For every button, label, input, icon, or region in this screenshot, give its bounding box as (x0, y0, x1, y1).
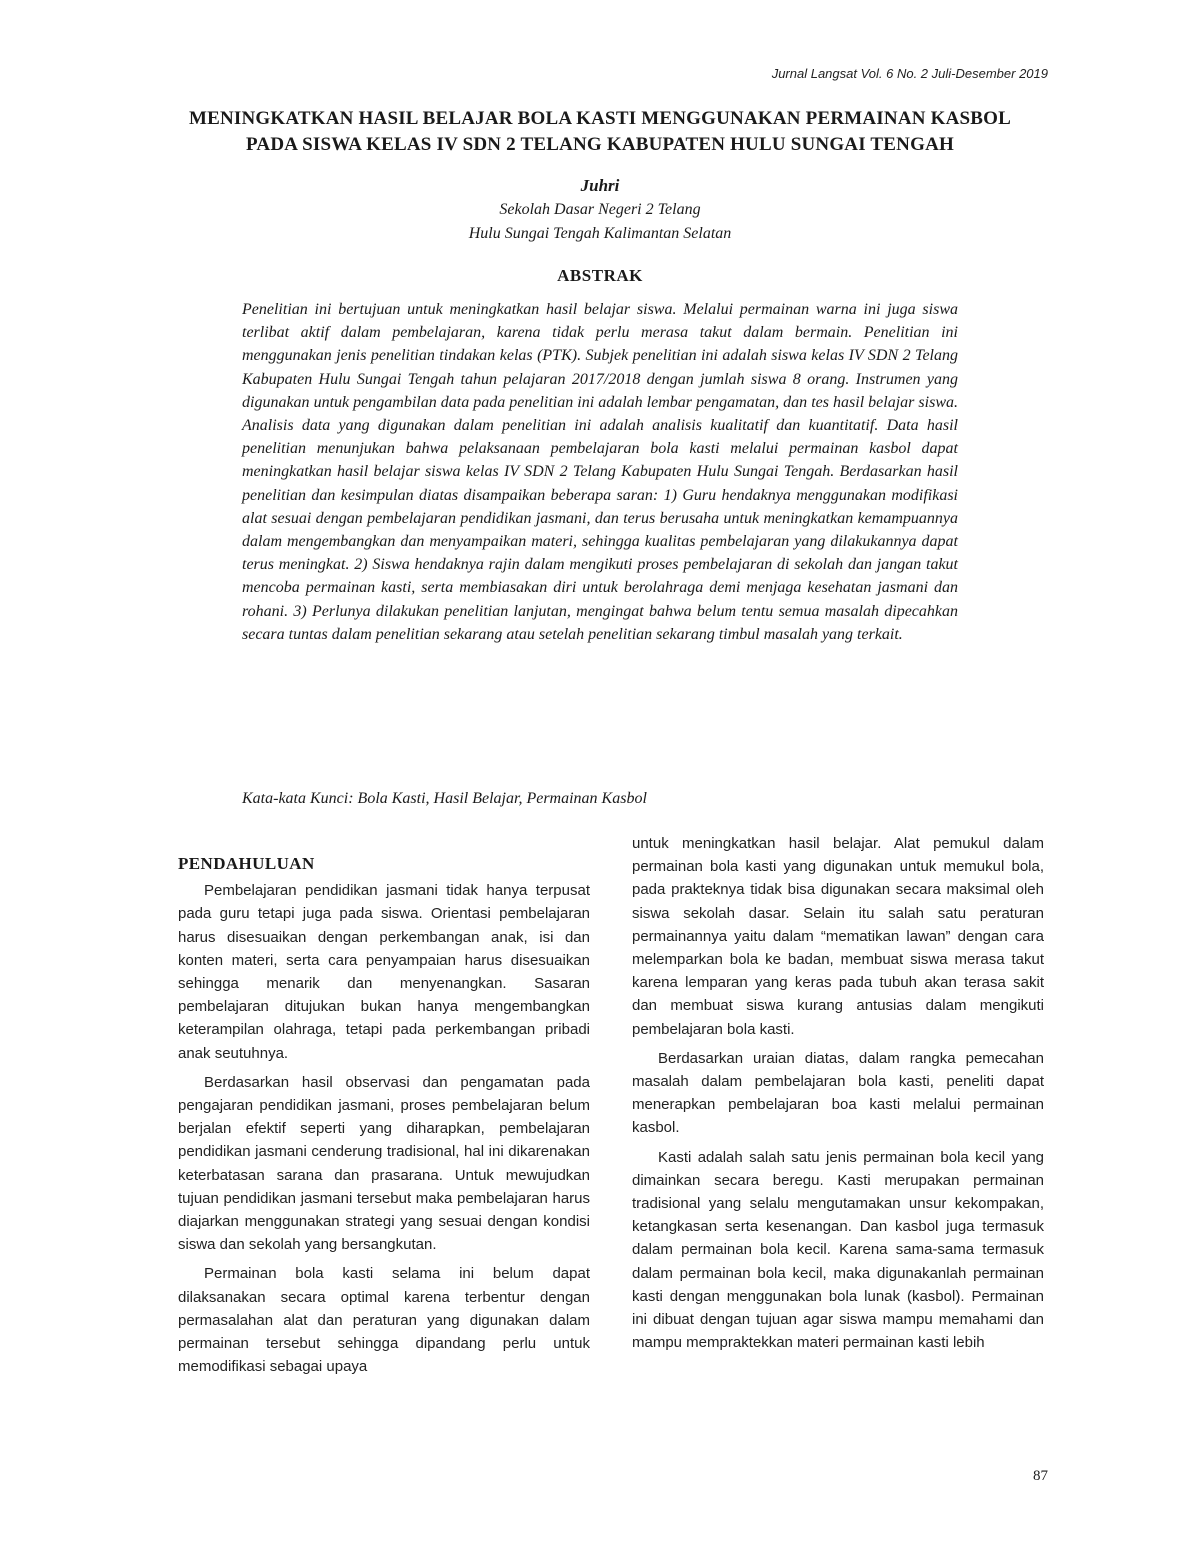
keywords: Kata-kata Kunci: Bola Kasti, Hasil Belajar, Permainan Kasbol (242, 790, 647, 807)
abstract-text: Penelitian ini bertujuan untuk meningkatkan hasil belajar siswa. Melalui permainan warna ini juga siswa terlibat aktif dalam pembelajaran, karena tidak perlu merasa takut dalam bermain. Penelitian ini menggunakan jenis penelitian tindakan kelas (PTK). Subjek penelitian ini adalah siswa kelas IV SDN 2 Telang Kabupaten Hulu Sungai Tengah tahun pelajaran 2017/2018 dengan jumlah siswa 8 orang. Instrumen yang digunakan untuk pengambilan data pada penelitian ini adalah lembar pengamatan, dan tes hasil belajar siswa. Analisis data yang digunakan dalam penelitian ini adalah analisis kualitatif dan kuantitatif. Data hasil penelitian menunjukan bahwa pelaksanaan pembelajaran bola kasti melalui permainan kasbol dapat meningkatkan hasil belajar siswa kelas IV SDN 2 Telang Kabupaten Hulu Sungai Tengah. Berdasarkan hasil penelitian dan kesimpulan diatas disampaikan beberapa saran: 1) Guru hendaknya menggunakan modifikasi alat sesuai dengan pembelajaran pendidikan jasmani, dan terus berusaha untuk meningkatkan kemampuannya dalam mengembangkan dan menyampaikan materi, sehingga kualitas pembelajaran yang dilakukannya dapat terus meningkat. 2) Siswa hendaknya rajin dalam mengikuti proses pembelajaran di sekolah dan jangan takut mencoba permainan kasti, serta membiasakan diri untuk berolahraga demi menjaga kesehatan jasmani dan rohani. 3) Perlunya dilakukan penelitian lanjutan, mengingat bahwa belum tentu semua masalah dipecahkan secara tuntas dalam penelitian sekarang atau setelah penelitian sekarang timbul masalah yang terkait. (242, 301, 958, 643)
section-heading-pendahuluan: PENDAHULUAN (178, 854, 315, 873)
paragraph: Kasti adalah salah satu jenis permainan bola kecil yang dimainkan secara beregu. Kasti merupakan permainan tradisional yang selalu mengutamakan unsur kekompakan, ketangkasan serta kesenangan. Dan kasbol juga termasuk dalam permainan bola kecil. Karena sama-sama termasuk dalam permainan bola kecil, maka digunakanlah permainan kasti dengan menggunakan bola lunak (kasbol). Permainan ini dibuat dengan tujuan agar siswa mampu memahami dan mampu mempraktekkan materi permainan kasti lebih (632, 1148, 1044, 1352)
page-number: 87 (1033, 1468, 1048, 1484)
right-column (632, 832, 1044, 1360)
author-name: Juhri (580, 176, 620, 195)
paragraph: Berdasarkan hasil observasi dan pengamatan pada pengajaran pendidikan jasmani, proses pembelajaran belum berjalan efektif seperti yang diharapkan, pembelajaran pendidikan jasmani cenderung tradisional, hal ini dikarenakan keterbatasan sarana dan prasarana. Untuk mewujudkan tujuan pendidikan jasmani tersebut maka pembelajaran harus diajarkan menggunakan strategi yang sesuai dengan kondisi siswa dan sekolah yang bersangkutan. (178, 1073, 590, 1254)
paragraph: Berdasarkan uraian diatas, dalam rangka pemecahan masalah dalam pembelajaran bola kasti, peneliti dapat menerapkan pembelajaran boa kasti melalui permainan kasbol. (632, 1049, 1044, 1137)
title-line-2: PADA SISWA KELAS IV SDN 2 TELANG KABUPATEN HULU SUNGAI TENGAH (246, 134, 954, 155)
paragraph: Pembelajaran pendidikan jasmani tidak hanya terpusat pada guru tetapi juga pada siswa. Orientasi pembelajaran harus disesuaikan dengan perkembangan anak, isi dan konten materi, serta cara penyampaian harus disesuaikan sehingga menarik dan menyenangkan. Sasaran pembelajaran ditujukan bukan hanya mengembangkan keterampilan olahraga, tetapi pada perkembangan pribadi anak seutuhnya. (178, 882, 590, 1062)
left-column (178, 852, 590, 1384)
title-line-1: MENINGKATKAN HASIL BELAJAR BOLA KASTI MENGGUNAKAN PERMAINAN KASBOL (188, 108, 1012, 129)
journal-header: Jurnal Langsat Vol. 6 No. 2 Juli-Desember 2019 (771, 66, 1048, 81)
abstract-heading: ABSTRAK (557, 266, 643, 285)
affiliation-line-2: Hulu Sungai Tengah Kalimantan Selatan (468, 225, 732, 242)
author-affiliation (150, 198, 1050, 246)
article-title (150, 106, 1050, 158)
affiliation-line-1: Sekolah Dasar Negeri 2 Telang (499, 201, 701, 218)
paragraph: Permainan bola kasti selama ini belum dapat dilaksanakan secara optimal karena terbentur dengan permasalahan alat dan peraturan yang digunakan dalam permainan tersebut sehingga dipandang perlu untuk memodifikasi sebagai upaya (178, 1265, 590, 1376)
paragraph: untuk meningkatkan hasil belajar. Alat pemukul dalam permainan bola kasti yang digunakan untuk memukul bola, pada prakteknya tidak bisa digunakan secara maksimal oleh siswa sekolah dasar. Selain itu salah satu peraturan permainannya yaitu dalam “mematikan lawan” dengan cara melemparkan bola ke badan, membuat siswa merasa takut karena lemparan yang keras pada tubuh akan terasa sakit dan membuat siswa kurang antusias dalam mengikuti pembelajaran bola kasti. (632, 835, 1044, 1038)
